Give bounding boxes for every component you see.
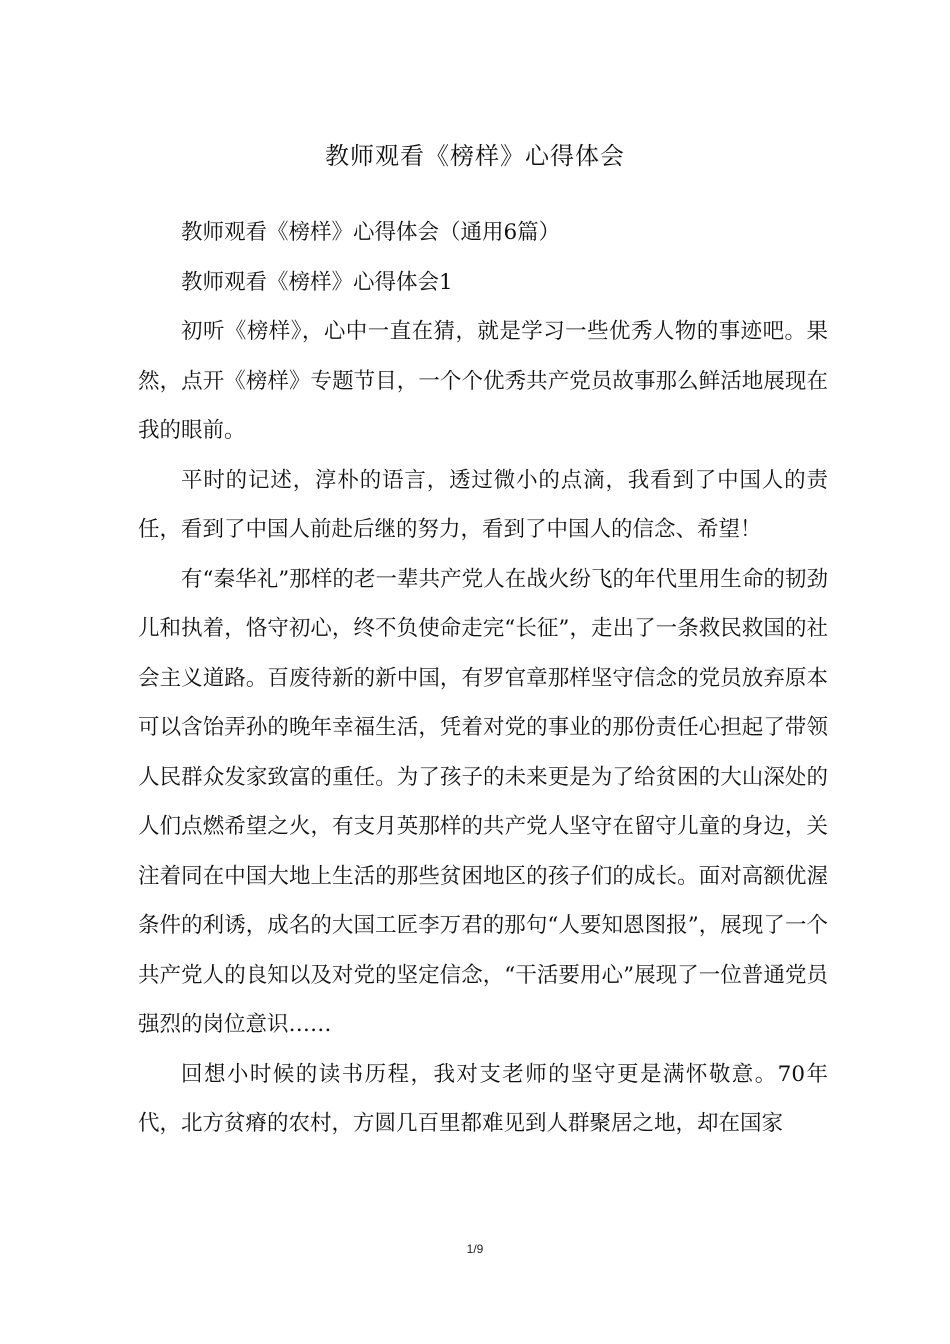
document-title: 教师观看《榜样》心得体会 xyxy=(325,142,625,170)
document-body xyxy=(138,208,828,1149)
paragraph: 有“秦华礼”那样的老一辈共产党人在战火纷飞的年代里用生命的韧劲儿和执着，恪守初心，终不负使命走完“长征”，走出了一条救民救国的社会主义道路。百废待新的新中国，有罗官章那样坚守信念的党员放弃原本可以含饴弄孙的晚年幸福生活，凭着对党的事业的那份责任心担起了带领人民群众发家致富的重任。为了孩子的未来更是为了给贫困的大山深处的人们点燃希望之火，有支月英那样的共产党人坚守在留守儿童的身边，关注着同在中国大地上生活的那些贫困地区的孩子们的成长。面对高额优渥条件的利诱，成名的大国工匠李万君的那句“人要知恩图报”，展现了一个共产党人的良知以及对党的坚定信念，“干活要用心”展现了一位普通党员强烈的岗位意识…… xyxy=(138,566,828,1037)
paragraph: 回想小时候的读书历程，我对支老师的坚守更是满怀敬意。70年代，北方贫瘠的农村，方圆几百里都难见到人群聚居之地，却在国家 xyxy=(138,1061,828,1136)
page-number: 1/9 xyxy=(466,1242,484,1256)
paragraph-section-heading: 教师观看《榜样》心得体会1 xyxy=(181,269,453,295)
paragraph: 平时的记述，淳朴的语言，透过微小的点滴，我看到了中国人的责任，看到了中国人前赴后继的努力，看到了中国人的信念、希望！ xyxy=(138,467,828,542)
paragraph: 初听《榜样》，心中一直在猜，就是学习一些优秀人物的事迹吧。果然，点开《榜样》专题节目，一个个优秀共产党员故事那么鲜活地展现在我的眼前。 xyxy=(138,319,828,443)
paragraph-subtitle: 教师观看《榜样》心得体会（通用6篇） xyxy=(181,220,561,245)
